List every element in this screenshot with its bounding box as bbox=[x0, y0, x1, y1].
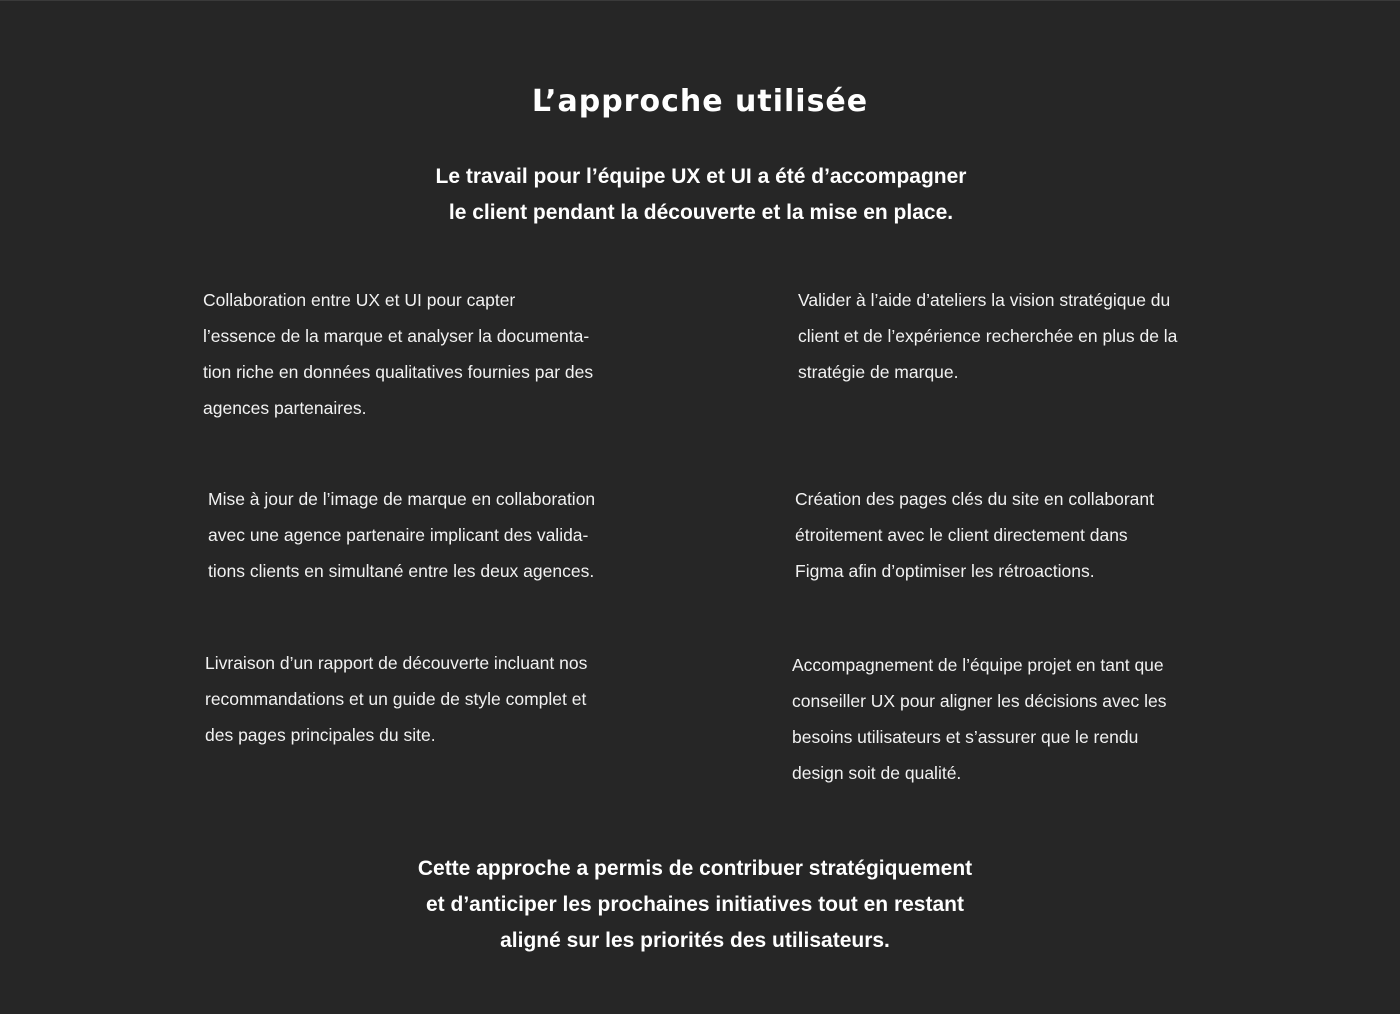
item-line: Collaboration entre UX et UI pour capter bbox=[203, 290, 516, 310]
item-line: conseiller UX pour aligner les décisions avec les bbox=[792, 691, 1167, 711]
approach-item-report bbox=[205, 645, 587, 753]
conclusion-text bbox=[300, 851, 1090, 959]
item-line: Création des pages clés du site en collaborant bbox=[795, 489, 1154, 509]
item-line: tions clients en simultané entre les deux agences. bbox=[208, 561, 595, 581]
approach-item-workshops bbox=[798, 282, 1177, 390]
item-line: besoins utilisateurs et s’assurer que le rendu bbox=[792, 727, 1139, 747]
approach-item-ux-advisor bbox=[792, 647, 1167, 791]
item-line: client et de l’expérience recherchée en plus de la bbox=[798, 326, 1178, 346]
item-line: agences partenaires. bbox=[203, 398, 367, 418]
item-line: Mise à jour de l’image de marque en collaboration bbox=[208, 489, 596, 509]
approach-item-collaboration bbox=[203, 282, 593, 426]
top-divider bbox=[0, 0, 1400, 1]
outro-line: aligné sur les priorités des utilisateurs. bbox=[500, 929, 890, 952]
item-line: tion riche en données qualitatives fournies par des bbox=[203, 362, 594, 382]
item-line: l’essence de la marque et analyser la documenta- bbox=[203, 326, 590, 346]
outro-line: Cette approche a permis de contribuer stratégiquement bbox=[417, 857, 973, 880]
item-line: stratégie de marque. bbox=[798, 362, 959, 382]
intro-text bbox=[350, 159, 1052, 231]
item-line: Valider à l’aide d’ateliers la vision stratégique du bbox=[798, 290, 1171, 310]
intro-line: Le travail pour l’équipe UX et UI a été d’accompagner bbox=[435, 165, 967, 188]
section-title: L’approche utilisée bbox=[531, 84, 869, 119]
item-line: étroitement avec le client directement dans bbox=[795, 525, 1128, 545]
item-line: avec une agence partenaire implicant des valida- bbox=[208, 525, 589, 545]
approach-item-branding bbox=[208, 481, 595, 589]
item-line: recommandations et un guide de style complet et bbox=[205, 689, 587, 709]
item-line: Figma afin d’optimiser les rétroactions. bbox=[795, 561, 1095, 581]
item-line: Accompagnement de l’équipe projet en tant que bbox=[792, 655, 1164, 675]
item-line: Livraison d’un rapport de découverte incluant nos bbox=[205, 653, 588, 673]
intro-line: le client pendant la découverte et la mise en place. bbox=[448, 201, 954, 224]
item-line: design soit de qualité. bbox=[792, 763, 962, 783]
approach-item-key-pages bbox=[795, 481, 1154, 589]
item-line: des pages principales du site. bbox=[205, 725, 436, 745]
outro-line: et d’anticiper les prochaines initiatives tout en restant bbox=[426, 893, 964, 916]
